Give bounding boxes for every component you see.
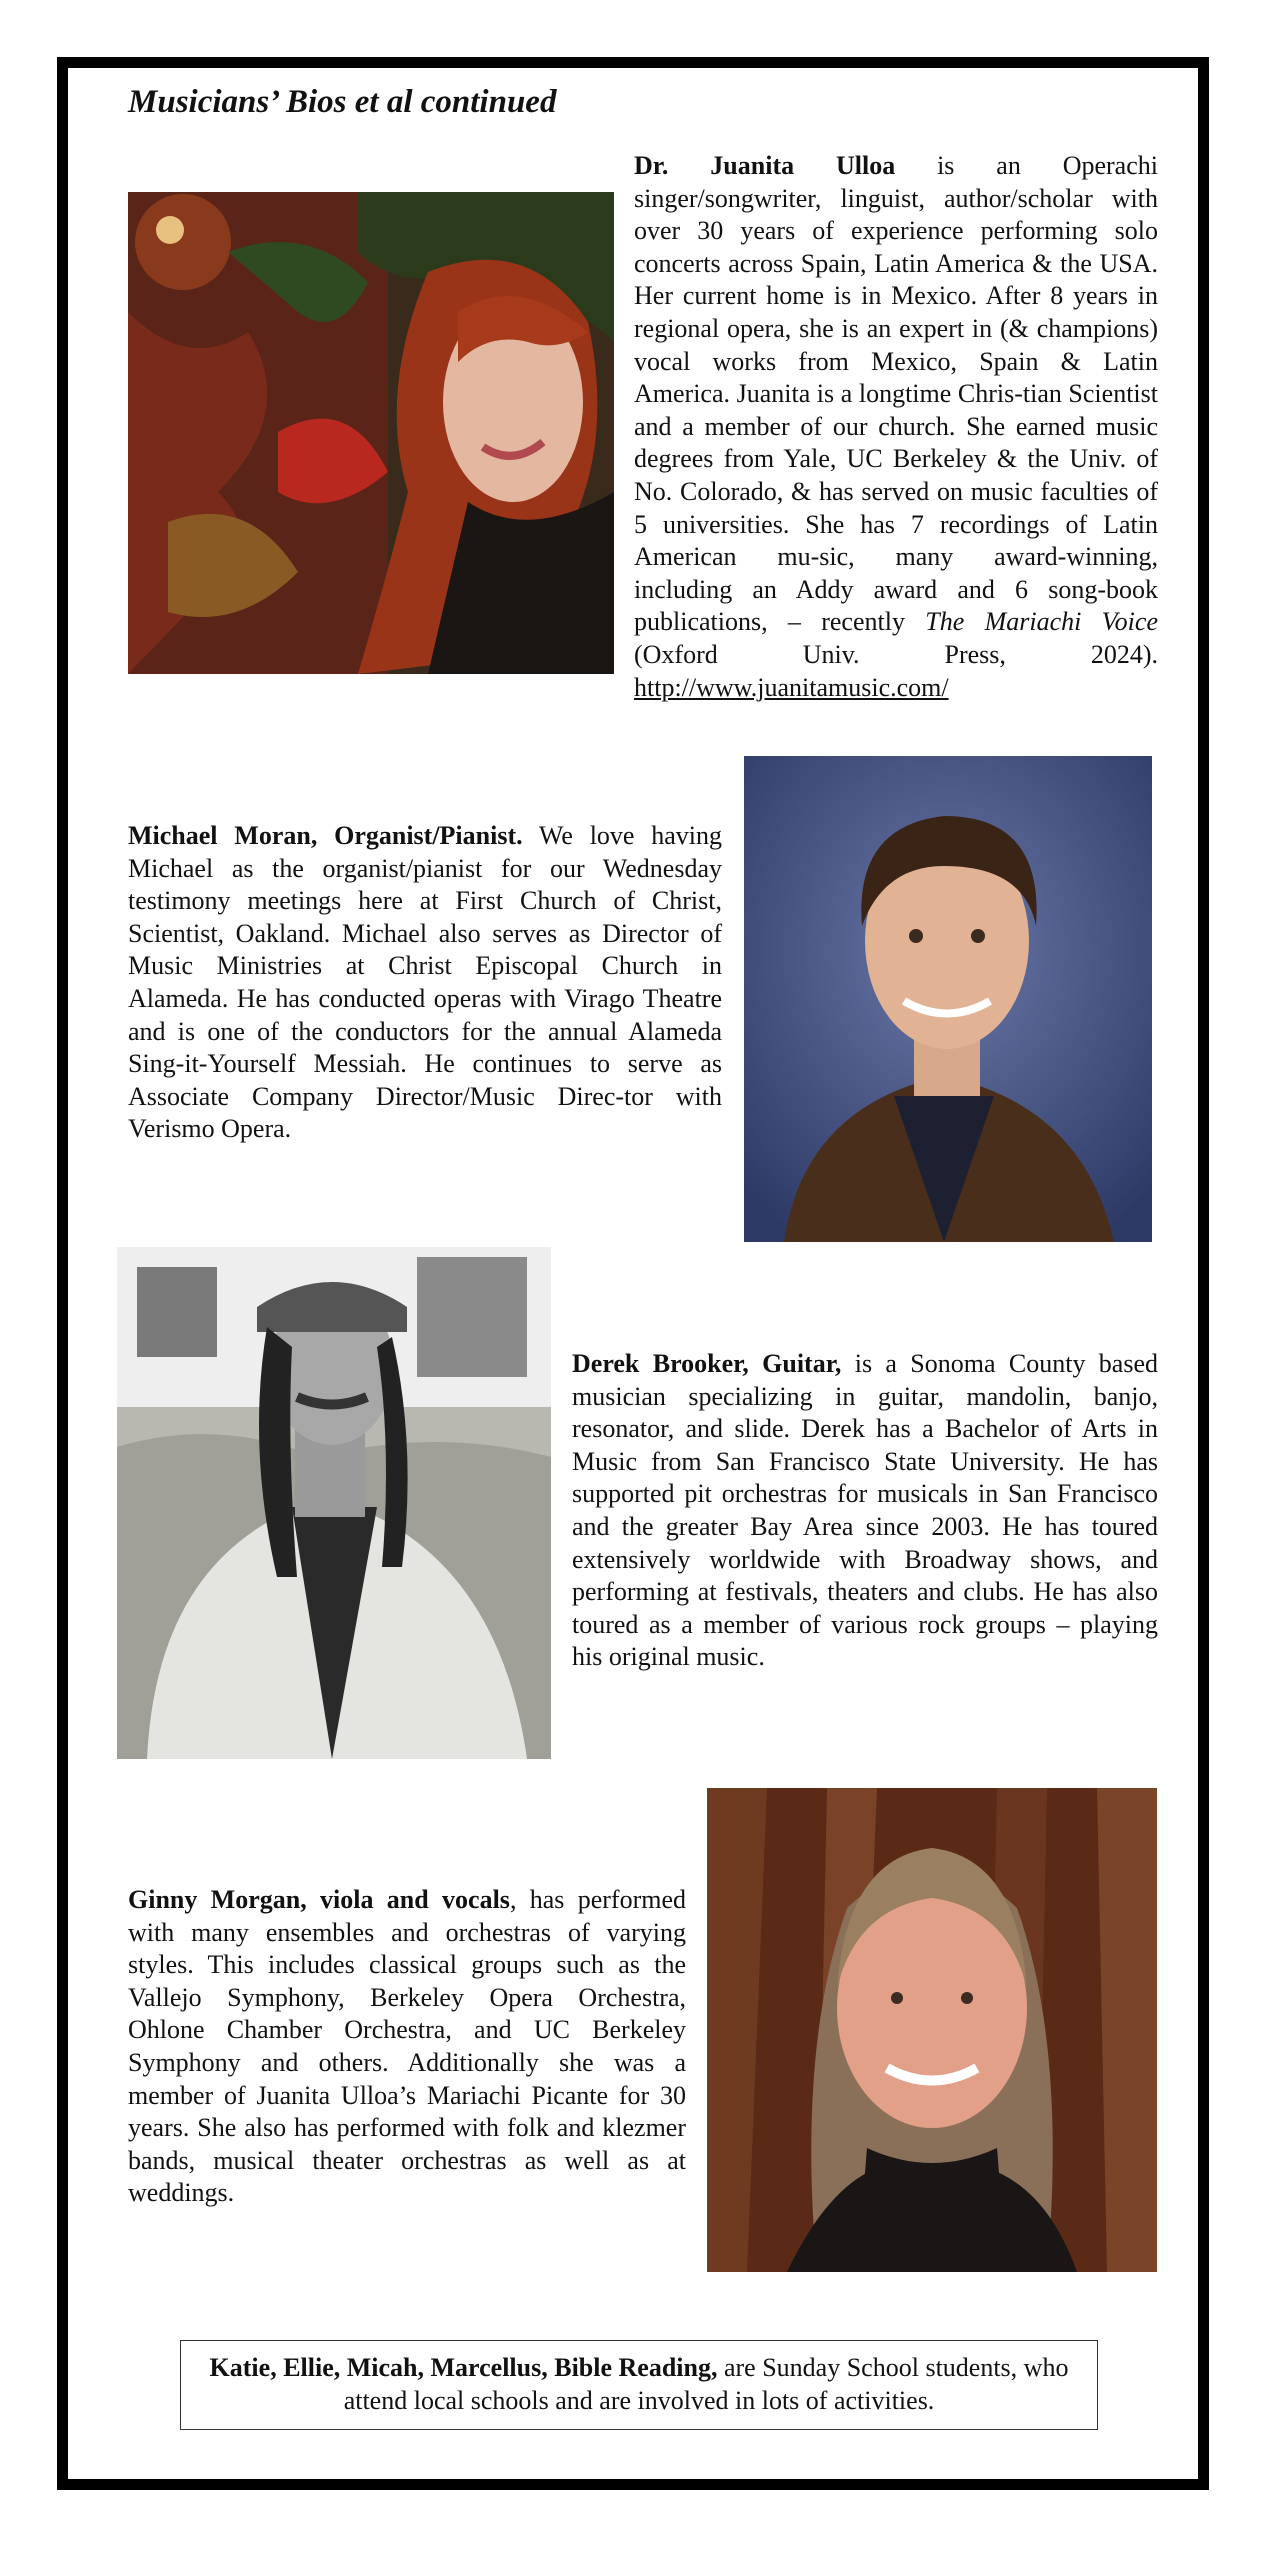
bio-text-moran: We love having Michael as the organist/pianist for our Wednesday testimony meetings here at First Church of Christ, Scientist, Oakland. Michael also serves as Director of Music Ministries at Christ Episcopal Church in Alameda. He has conducted operas with Virago Theatre and is one of the conductors for the annual Alameda Sing-it-Yourself Messiah. He continues to serve as Associate Company Director/Music Direc-tor with Verismo Opera. xyxy=(128,821,722,1144)
sunday-school-callout xyxy=(180,2340,1098,2430)
bio-text-ulloa-1: is an Operachi singer/songwriter, linguist, author/scholar with over 30 years of experience performing solo concerts across Spain, Latin America & the USA. Her current home is in Mexico. After 8 years in regional opera, she is an expert in (& champions) vocal works from Mexico, Spain & Latin America. Juanita is a longtime Chris-tian Scientist and a member of our church. She earned music degrees from Yale, UC Berkeley & the Univ. of No. Colorado, & has served on music faculties of 5 universities. She has 7 recordings of Latin American mu-sic, many award-winning, including an Addy award and 6 song-book publications, – recently xyxy=(634,151,1158,637)
bio-name-ulloa: Dr. Juanita Ulloa xyxy=(634,151,896,180)
bio-text-brooker: is a Sonoma County based musician specializing in guitar, mandolin, banjo, resonator, and slide. Derek has a Bachelor of Arts in Music from San Francisco State University. He has supported pit orchestras for musicals in San Francisco and the greater Bay Area since 2003. He has toured extensively worldwide with Broadway shows, and performing at festivals, theaters and clubs. He has also toured as a member of various rock groups – playing his original music. xyxy=(572,1349,1158,1672)
photo-michael-moran xyxy=(744,756,1152,1242)
photo-derek-brooker xyxy=(117,1247,551,1759)
bio-name-moran: Michael Moran, Organist/Pianist. xyxy=(128,821,523,850)
bio-name-brooker: Derek Brooker, Guitar, xyxy=(572,1349,842,1378)
bio-derek-brooker xyxy=(572,1348,1158,1674)
callout-names: Katie, Ellie, Micah, Marcellus, Bible Reading, xyxy=(209,2353,718,2382)
photo-wrap-spacer xyxy=(128,183,634,713)
bio-juanita-ulloa xyxy=(128,150,1158,713)
book-title: The Mariachi Voice xyxy=(925,607,1158,637)
bio-ginny-morgan xyxy=(128,1884,686,2210)
bio-name-morgan: Ginny Morgan, viola and vocals xyxy=(128,1885,510,1914)
bio-text-morgan: , has performed with many ensembles and orchestras of varying styles. This includes classical groups such as the Vallejo Symphony, Berkeley Opera Orchestra, Ohlone Chamber Orchestra, and UC Berkeley Symphony and others. Additionally she was a member of Juanita Ulloa’s Mariachi Picante for 30 years. She also has performed with folk and klezmer bands, musical theater orchestras as well as at weddings. xyxy=(128,1885,687,2208)
website-link[interactable]: http://www.juanitamusic.com/ xyxy=(634,672,949,702)
page-heading: Musicians’ Bios et al continued xyxy=(128,84,557,120)
bio-text-ulloa-2: (Oxford Univ. Press, 2024). xyxy=(634,639,1158,669)
callout-text: are Sunday School students, who attend local schools and are involved in lots of activities. xyxy=(343,2353,1069,2415)
bio-michael-moran xyxy=(128,820,722,1146)
photo-ginny-morgan xyxy=(707,1788,1157,2272)
